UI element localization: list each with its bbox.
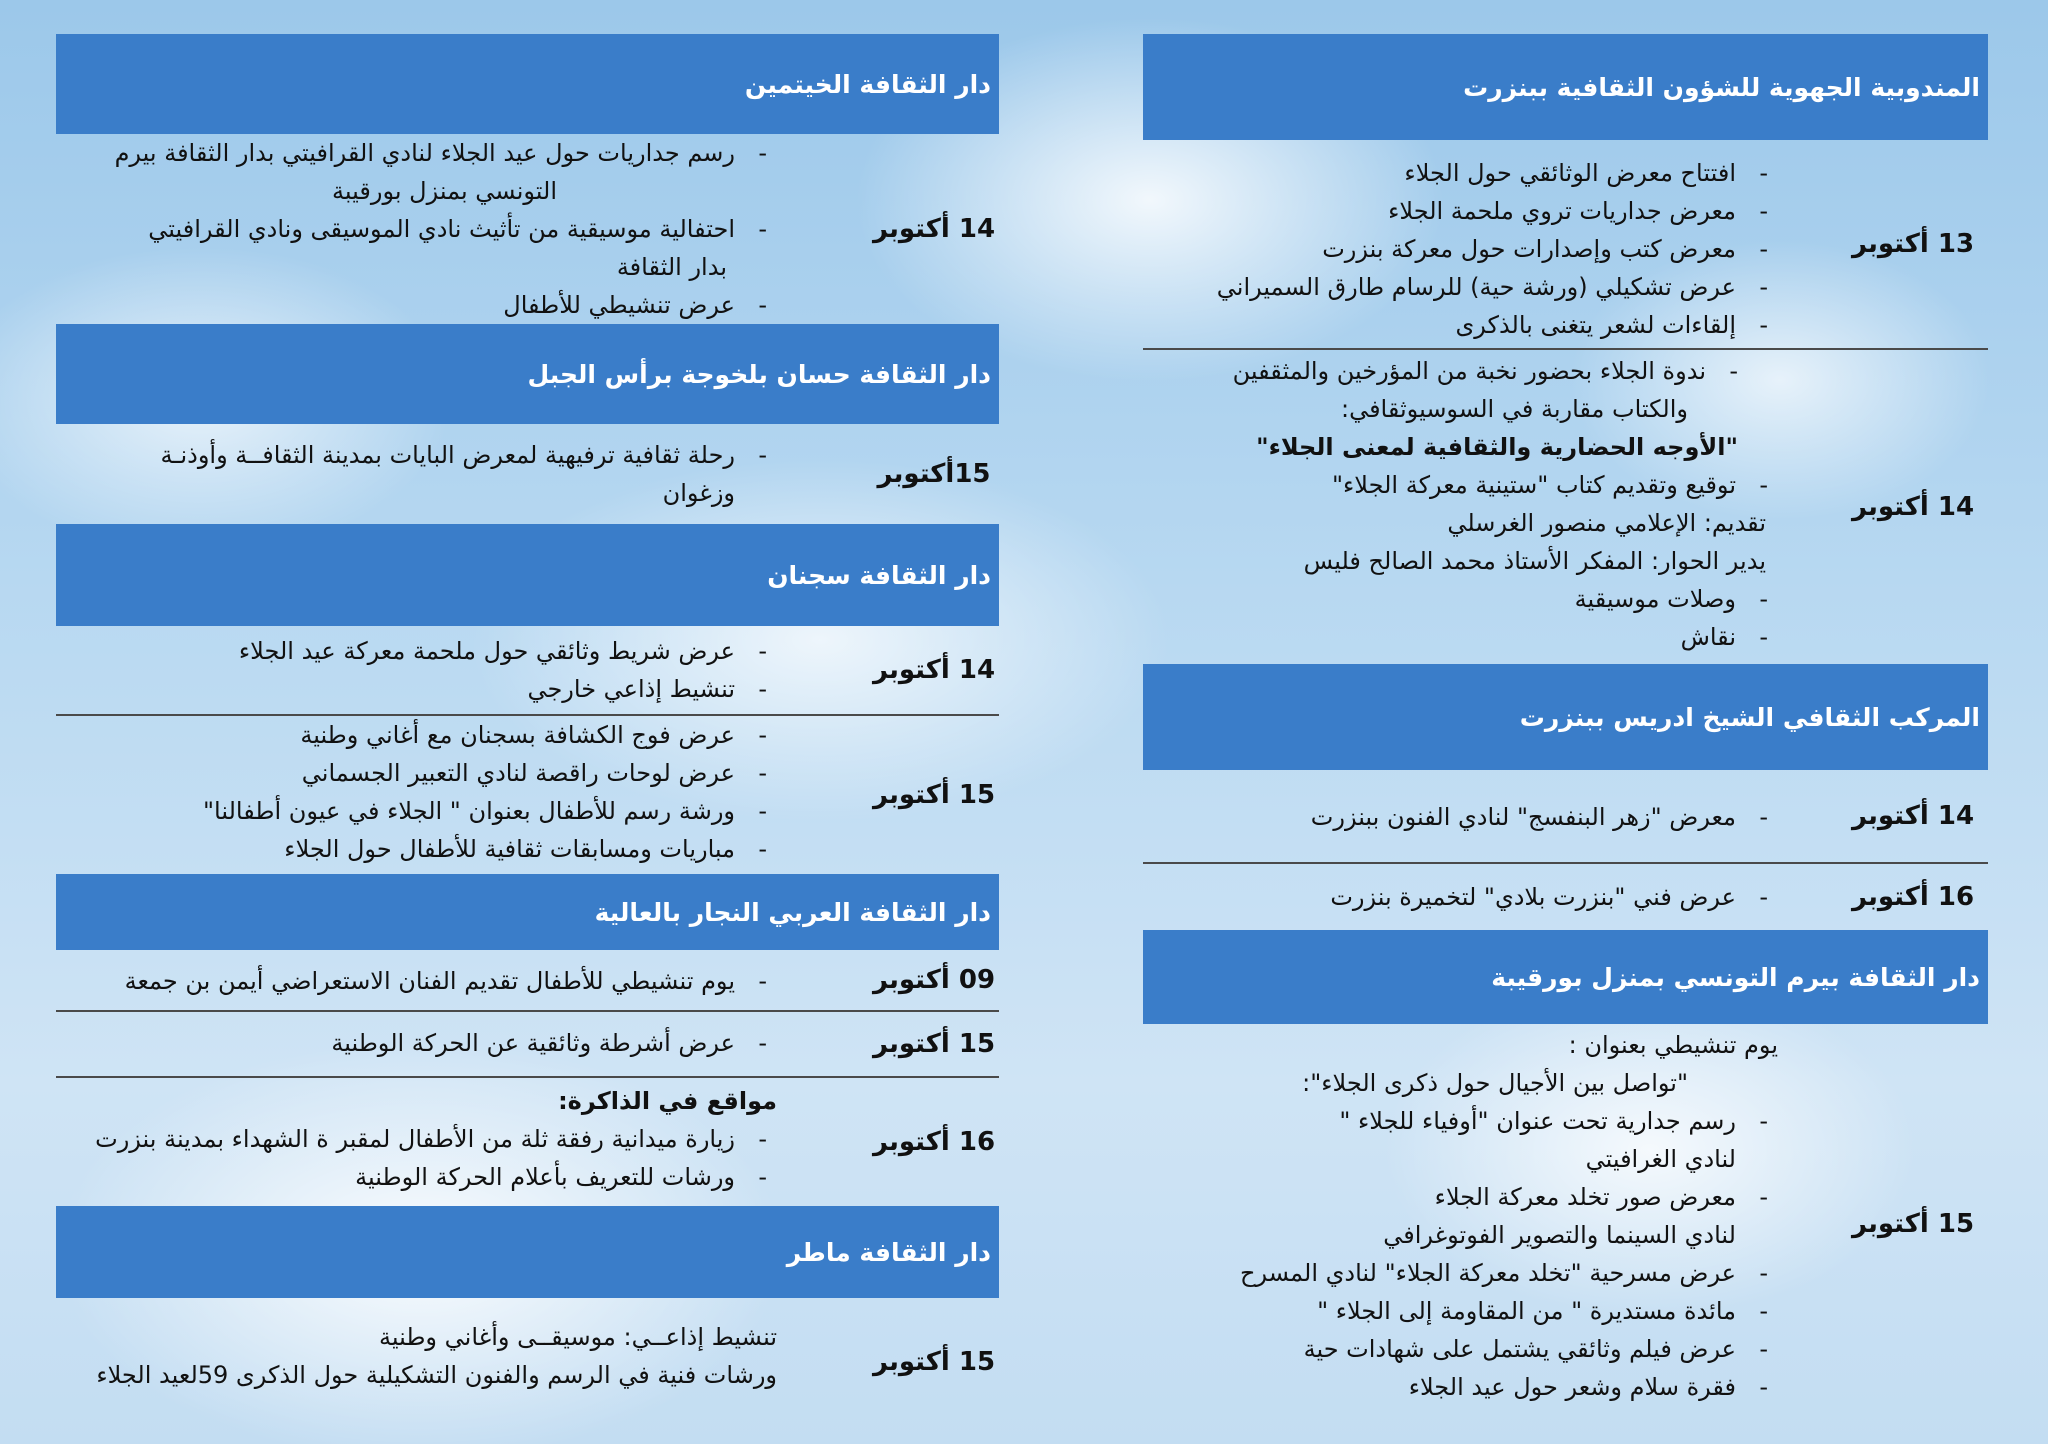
item-line: تقديم: الإعلامي منصور الغرسلي (1447, 509, 1766, 537)
row-items (56, 962, 767, 1000)
item-line: - عرض شريط وثائقي حول ملحمة معركة عيد الجلاء (56, 632, 767, 670)
item-line: - رسم جدارية تحت عنوان "أوفياء للجلاء " (1143, 1102, 1768, 1140)
program-row (1143, 1024, 1988, 1424)
item-line: - ورشة رسم للأطفال بعنوان " الجلاء في عيون أطفالنا" (56, 792, 767, 830)
row-date: 15 أكتوبر (1851, 1209, 1975, 1239)
item-line: - معرض كتب وإصدارات حول معركة بنزرت (1143, 230, 1768, 268)
item-line: ورشات فنية في الرسم والفنون التشكيلية حول الذكرى 59لعيد الجلاء (96, 1361, 777, 1389)
row-items (1143, 154, 1768, 344)
item-line: - ندوة الجلاء بحضور نخبة من المؤرخين والمثقفين (1143, 352, 1738, 390)
item-line: - فقرة سلام وشعر حول عيد الجلاء (1143, 1368, 1768, 1406)
row-items (56, 134, 767, 324)
row-date: 13 أكتوبر (1851, 229, 1975, 259)
item-line: - معرض صور تخلد معركة الجلاء (1143, 1178, 1768, 1216)
item-line: - وصلات موسيقية (1143, 580, 1768, 618)
section-header-cultural-complex: المركب الثقافي الشيخ ادريس ببنزرت (1143, 664, 1988, 770)
item-line: - نقاش (1143, 618, 1768, 656)
item-line: - زيارة ميدانية رفقة ثلة من الأطفال لمقبر ة الشهداء بمدينة بنزرت (56, 1120, 767, 1158)
item-line: - رحلة ثقافية ترفيهية لمعرض البايات بمدينة الثقافــة وأوذنـة (56, 436, 767, 474)
program-row (56, 950, 999, 1012)
row-items (56, 1318, 777, 1394)
row-items (56, 436, 767, 512)
section-header-mateur: دار الثقافة ماطر (56, 1206, 999, 1298)
item-line: - عرض تشكيلي (ورشة حية) للرسام طارق السميراني (1143, 268, 1768, 306)
program-row (56, 1012, 999, 1078)
item-line: - يوم تنشيطي للأطفال تقديم الفنان الاستعراضي أيمن بن جمعة (56, 962, 767, 1000)
item-line: - توقيع وتقديم كتاب "ستينية معركة الجلاء" (1143, 466, 1768, 504)
row-date: 15 أكتوبر (872, 1029, 996, 1059)
item-line: - معرض "زهر البنفسج" لنادي الفنون ببنزرت (1143, 798, 1768, 836)
item-line: "تواصل بين الأجيال حول ذكرى الجلاء": (1302, 1069, 1688, 1097)
item-line: - رسم جداريات حول عيد الجلاء لنادي القرافيتي بدار الثقافة بيرم (56, 134, 767, 172)
row-date: 15 أكتوبر (872, 1347, 996, 1377)
row-items (1143, 1026, 1778, 1406)
item-line-highlight: "الأوجه الحضارية والثقافية لمعنى الجلاء" (1256, 433, 1738, 461)
program-row (56, 1298, 999, 1426)
row-items (1143, 352, 1766, 656)
row-items (56, 632, 767, 708)
row-date: 09 أكتوبر (872, 965, 996, 995)
row-date: 14 أكتوبر (1851, 801, 1975, 831)
row-date: 16 أكتوبر (872, 1127, 996, 1157)
item-line: يوم تنشيطي بعنوان : (1568, 1031, 1778, 1059)
item-line: - مائدة مستديرة " من المقاومة إلى الجلاء " (1143, 1292, 1768, 1330)
row-items (56, 1024, 767, 1062)
left-column (56, 34, 999, 1426)
item-line: والكتاب مقاربة في السوسيوثقافي: (1340, 395, 1688, 423)
section-header-regional-commission: المندوبية الجهوية للشؤون الثقافية ببنزرت (1143, 34, 1988, 140)
item-line: - عرض أشرطة وثائقية عن الحركة الوطنية (56, 1024, 767, 1062)
item-line: - افتتاح معرض الوثائقي حول الجلاء (1143, 154, 1768, 192)
section-header-bayram-culture-house: دار الثقافة بيرم التونسي بمنزل بورقيبة (1143, 930, 1988, 1024)
section-header-ras-jebel: دار الثقافة حسان بلخوجة برأس الجبل (56, 324, 999, 424)
item-line: - عرض فوج الكشافة بسجنان مع أغاني وطنية (56, 716, 767, 754)
row-date: 14 أكتوبر (872, 214, 996, 244)
row-items (56, 1082, 777, 1196)
row-items (56, 716, 767, 868)
item-line: - عرض فيلم وثائقي يشتمل على شهادات حية (1143, 1330, 1768, 1368)
item-line: لنادي الغرافيتي (1585, 1145, 1736, 1173)
section-header-aalia: دار الثقافة العربي النجار بالعالية (56, 874, 999, 950)
program-row (56, 626, 999, 716)
section-header-sejnane: دار الثقافة سجنان (56, 524, 999, 626)
item-line: وزغوان (662, 479, 735, 507)
program-row (56, 134, 999, 324)
item-line: تنشيط إذاعــي: موسيقــى وأغاني وطنية (378, 1323, 777, 1351)
item-line: - عرض فني "بنزرت بلادي" لتخميرة بنزرت (1143, 878, 1768, 916)
row-date: 16 أكتوبر (1851, 882, 1975, 912)
program-row (1143, 770, 1988, 864)
item-line: - إلقاءات لشعر يتغنى بالذكرى (1143, 306, 1768, 344)
program-row (1143, 350, 1988, 664)
item-line: التونسي بمنزل بورقيبة (332, 177, 557, 205)
row-date: 15 أكتوبر (872, 780, 996, 810)
program-row (56, 1078, 999, 1206)
item-line-highlight: مواقع في الذاكرة: (558, 1087, 777, 1115)
item-line: - عرض مسرحية "تخلد معركة الجلاء" لنادي المسرح (1143, 1254, 1768, 1292)
item-line: - مباريات ومسابقات ثقافية للأطفال حول الجلاء (56, 830, 767, 868)
program-row (56, 424, 999, 524)
program-row (56, 716, 999, 874)
right-column (1143, 34, 1988, 1424)
item-line: - معرض جداريات تروي ملحمة الجلاء (1143, 192, 1768, 230)
item-line: - احتفالية موسيقية من تأثيث نادي الموسيقى ونادي القرافيتي (56, 210, 767, 248)
program-row (1143, 864, 1988, 930)
program-row (1143, 140, 1988, 350)
row-date: 14 أكتوبر (872, 655, 996, 685)
item-line: - عرض لوحات راقصة لنادي التعبير الجسماني (56, 754, 767, 792)
row-date: 15أكتوبر (877, 459, 991, 489)
item-line: - تنشيط إذاعي خارجي (56, 670, 767, 708)
section-header-khitmine: دار الثقافة الخيتمين (56, 34, 999, 134)
item-line: - ورشات للتعريف بأعلام الحركة الوطنية (56, 1158, 767, 1196)
item-line: يدير الحوار: المفكر الأستاذ محمد الصالح فليس (1303, 547, 1766, 575)
item-line: بدار الثقافة (616, 253, 727, 281)
item-line: لنادي السينما والتصوير الفوتوغرافي (1383, 1221, 1736, 1249)
row-date: 14 أكتوبر (1851, 492, 1975, 522)
item-line: - عرض تنشيطي للأطفال (56, 286, 767, 324)
row-items (1143, 798, 1768, 836)
row-items (1143, 878, 1768, 916)
